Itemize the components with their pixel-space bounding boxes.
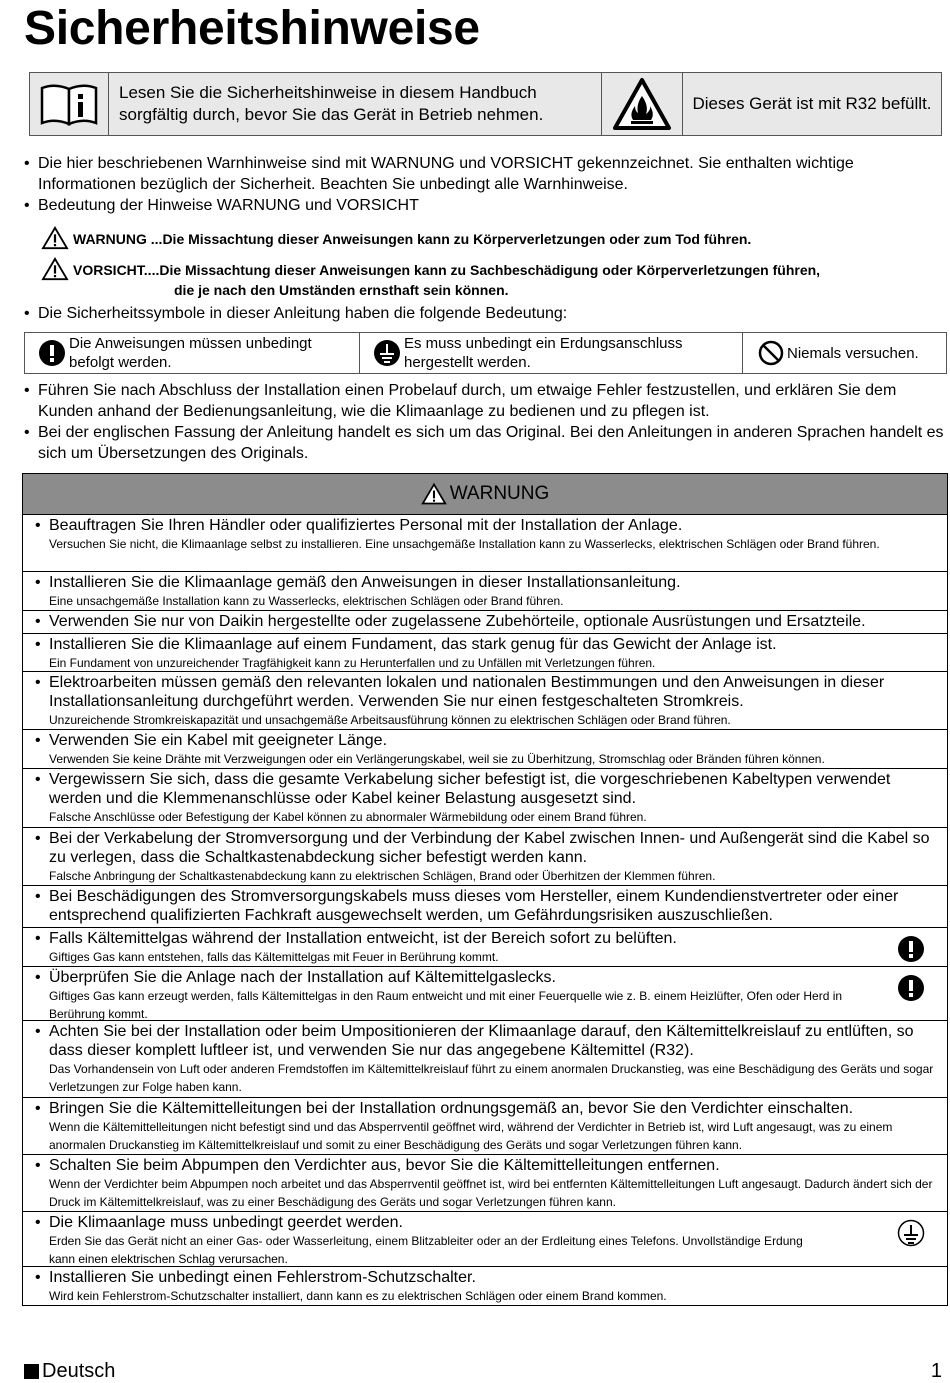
warning-item-title: • Installieren Sie die Klimaanlage gemäß den Anweisungen in dieser Installationsanleitung. xyxy=(35,573,937,592)
warning-item-title: • Verwenden Sie ein Kabel mit geeigneter Länge. xyxy=(35,731,937,750)
warning-item xyxy=(23,769,947,828)
warning-item xyxy=(23,828,947,886)
warning-item-title: • Achten Sie bei der Installation oder beim Umpositionieren der Klimaanlage darauf, den Kältemittelkreislauf zu entlüften, so dass dieser komplett luftleer ist, und verwenden Sie nur das angegebene Kältemittel (R32). xyxy=(35,1022,937,1060)
warning-item xyxy=(23,928,947,967)
warning-item-title: • Installieren Sie unbedingt einen Fehlerstrom-Schutzschalter. xyxy=(35,1268,937,1287)
warning-item-detail: Versuchen Sie nicht, die Klimaanlage selbst zu installieren. Eine unsachgemäße Installation kann zu Wasserlecks, elektrischen Schlägen oder Brand führen. xyxy=(49,537,880,551)
warning-item xyxy=(23,886,947,928)
warning-item-title: • Installieren Sie die Klimaanlage auf einem Fundament, das stark genug für das Gewicht der Anlage ist. xyxy=(35,635,937,654)
warning-item-title: • Schalten Sie beim Abpumpen den Verdichter aus, bevor Sie die Kältemittelleitungen entfernen. xyxy=(35,1156,937,1175)
warning-item-detail: Giftiges Gas kann erzeugt werden, falls Kältemittelgas in den Raum entweicht und mit einer Feuerquelle wie z. B. einem Heizlüfter, Ofen oder Herd in Berührung kommt. xyxy=(49,989,843,1021)
warning-item-detail: Wird kein Fehlerstrom-Schutzschalter installiert, dann kann es zu elektrischen Schlägen oder einem Brand kommen. xyxy=(49,1289,667,1303)
symbols-intro xyxy=(24,303,944,324)
warning-item-title: • Bei Beschädigungen des Stromversorgungskabels muss dieses vom Hersteller, einem Kundendienstvertreter oder einer entsprechend qualifizierten Fachkraft ausgewechselt werden, um Gefährdungsrisiken auszuschließen. xyxy=(35,887,937,925)
intro-item: • Bedeutung der Hinweise WARNUNG und VORSICHT xyxy=(24,195,944,216)
warning-item xyxy=(23,1021,947,1098)
symbol-ground-cell xyxy=(360,333,743,373)
warning-item-detail: Falsche Anschlüsse oder Befestigung der Kabel können zu abnormaler Wärmebildung oder einem Brand führen. xyxy=(49,810,647,824)
warning-triangle-icon xyxy=(421,482,447,506)
read-instructions-text: Lesen Sie die Sicherheitshinweise in diesem Handbuch sorgfältig durch, bevor Sie das Gerät in Betrieb nehmen. xyxy=(109,73,602,135)
warning-item xyxy=(23,672,947,730)
symbol-mandatory-cell xyxy=(25,333,360,373)
intro-list xyxy=(24,153,944,216)
footer-language-text: Deutsch xyxy=(42,1360,116,1382)
warning-item-detail: Eine unsachgemäße Installation kann zu Wasserlecks, elektrischen Schlägen oder Brand führen. xyxy=(49,594,564,608)
r32-refrigerant-text: Dieses Gerät ist mit R32 befüllt. xyxy=(692,94,932,113)
symbol-ground-text: Es muss unbedingt ein Erdungsanschluss hergestellt werden. xyxy=(404,335,683,371)
warning-item xyxy=(23,1098,947,1155)
warning-box-header xyxy=(23,474,947,515)
warning-item xyxy=(23,1267,947,1305)
warning-item-title: • Bei der Verkabelung der Stromversorgung und der Verbindung der Kabel zwischen Innen- und Außengerät sind die Kabel so zu verlegen, dass die Schaltkastenabdeckung sicher befestigt werden kann. xyxy=(35,829,937,867)
warning-item-detail: Wenn die Kältemittelleitungen nicht befestigt sind und das Absperrventil geöffnet wird, während der Verdichter in Betrieb ist, wird Luft angesaugt, was zu einem anormalen Druckanstieg im Kältemittelkreislauf und somit zu einer Beschädigung des Geräts und sogar Verletzungen führen kann. xyxy=(49,1120,893,1152)
after-list xyxy=(24,380,944,464)
warning-item-title: • Verwenden Sie nur von Daikin hergestellte oder zugelassene Zubehörteile, optionale Ausrüstungen und Ersatzteile. xyxy=(35,612,937,631)
symbol-meaning-table xyxy=(24,332,947,374)
warning-item-title: • Vergewissern Sie sich, dass die gesamte Verkabelung sicher befestigt ist, die vorgeschriebenen Kabeltypen verwendet werden und die Klemmenanschlüsse oder Kabel keiner Belastung ausgesetzt sind. xyxy=(35,770,937,808)
warning-item xyxy=(23,730,947,769)
warning-item xyxy=(23,1212,947,1267)
flammable-warning-icon xyxy=(602,73,683,135)
warning-item-title: • Die Klimaanlage muss unbedingt geerdet werden. xyxy=(35,1213,937,1232)
vorsicht-definition-text-cont: die je nach den Umständen ernsthaft sein können. xyxy=(174,282,509,298)
warning-box xyxy=(22,473,948,1306)
footer-language xyxy=(24,1360,115,1383)
warning-item-detail: Unzureichende Stromkreiskapazität und unsachgemäße Arbeitsausführung können zu elektrischen Schlägen oder Brand führen. xyxy=(49,713,731,727)
symbol-never-cell xyxy=(743,333,946,373)
mandatory-exclamation-icon xyxy=(38,339,66,367)
after-item: • Bei der englischen Fassung der Anleitung handelt es sich um das Original. Bei den Anleitungen in anderen Sprachen handelt es sich um Übersetzungen des Originals. xyxy=(24,422,944,464)
symbol-never-text: Niemals versuchen. xyxy=(787,344,919,362)
symbol-mandatory-text: Die Anweisungen müssen unbedingt befolgt werden. xyxy=(69,335,312,371)
manual-info-icon xyxy=(30,73,109,135)
ground-icon xyxy=(897,1219,925,1247)
warning-item xyxy=(23,572,947,611)
warning-item-title: • Bringen Sie die Kältemittelleitungen bei der Installation ordnungsgemäß an, bevor Sie den Verdichter einschalten. xyxy=(35,1099,937,1118)
mandatory-exclamation-icon xyxy=(897,935,925,963)
warning-item-detail: Verwenden Sie keine Drähte mit Verzweigungen oder ein Verlängerungskabel, weil sie zu Überhitzung, Stromschlag oder Bränden führen können. xyxy=(49,752,825,766)
warning-item-title: • Beauftragen Sie Ihren Händler oder qualifiziertes Personal mit der Installation der Anlage. xyxy=(35,516,937,535)
warning-item-detail: Falsche Anbringung der Schaltkastenabdeckung kann zu elektrischen Schlägen, Brand oder Überhitzen der Klemmen führen. xyxy=(49,869,716,883)
warning-item-title: • Elektroarbeiten müssen gemäß den relevanten lokalen und nationalen Bestimmungen und den Anweisungen in dieser Installationsanleitung durchgeführt werden. Verwenden Sie nur einen festgeschalteten Stromkreis. xyxy=(35,673,937,711)
warning-item-detail: Erden Sie das Gerät nicht an einer Gas- oder Wasserleitung, einem Blitzableiter oder an der Erdleitung eines Telefons. Unvollständige Erdung kann einen elektrischen Schlag verursachen. xyxy=(49,1234,803,1266)
warning-item xyxy=(23,1155,947,1212)
warning-triangle-icon xyxy=(40,226,70,250)
warning-item-detail: Ein Fundament von unzureichender Tragfähigkeit kann zu Herunterfallen und zu Unfällen mit Verletzungen führen. xyxy=(49,656,656,670)
info-box xyxy=(29,72,942,136)
warning-item-title: • Falls Kältemittelgas während der Installation entweicht, ist der Bereich sofort zu belüften. xyxy=(35,929,937,948)
page-title: Sicherheitshinweise xyxy=(24,2,480,55)
warning-box-heading: WARNUNG xyxy=(449,483,550,504)
warning-item-title: • Überprüfen Sie die Anlage nach der Installation auf Kältemittelgaslecks. xyxy=(35,968,937,987)
warnung-definition xyxy=(40,229,933,250)
warning-triangle-icon xyxy=(40,257,70,281)
warning-item xyxy=(23,611,947,634)
ground-icon xyxy=(373,339,401,367)
warning-item xyxy=(23,515,947,572)
intro-item: • Die hier beschriebenen Warnhinweise sind mit WARNUNG und VORSICHT gekennzeichnet. Sie enthalten wichtige Informationen bezüglich der Sicherheit. Beachten Sie unbedingt alle Warnhinweise. xyxy=(24,153,944,195)
after-item: • Führen Sie nach Abschluss der Installation einen Probelauf durch, um etwaige Fehler festzustellen, und erklären Sie dem Kunden anhand der Bedienungsanleitung, wie die Klimaanlage zu bedienen und zu pflegen ist. xyxy=(24,380,944,422)
page-number: 1 xyxy=(930,1360,942,1382)
warnung-definition-text: WARNUNG ...Die Missachtung dieser Anweisungen kann zu Körperverletzungen oder zum Tod führen. xyxy=(73,231,752,247)
warning-item xyxy=(23,634,947,672)
square-bullet-icon xyxy=(24,1364,39,1379)
warning-item-detail: Das Vorhandensein von Luft oder anderen Fremdstoffen im Kältemittelkreislauf führt zu einem anormalen Druckanstieg, was eine Beschädigung des Geräts und sogar Verletzungen zur Folge haben kann. xyxy=(49,1062,934,1094)
warning-item xyxy=(23,967,947,1021)
prohibited-icon xyxy=(758,340,784,366)
vorsicht-definition-text: VORSICHT....Die Missachtung dieser Anweisungen kann zu Sachbeschädigung oder Körperverletzungen führen, xyxy=(73,262,821,278)
symbols-intro-text: • Die Sicherheitssymbole in dieser Anleitung haben die folgende Bedeutung: xyxy=(24,303,944,324)
warning-item-detail: Giftiges Gas kann entstehen, falls das Kältemittelgas mit Feuer in Berührung kommt. xyxy=(49,950,499,964)
mandatory-exclamation-icon xyxy=(897,974,925,1002)
vorsicht-definition xyxy=(40,260,933,300)
warning-item-detail: Wenn der Verdichter beim Abpumpen noch arbeitet und das Absperrventil geöffnet ist, wird bei entfernten Kältemittelleitungen Luft angesaugt. Dadurch ändert sich der Druck im Kältemittelkreislauf, was zu einer Beschädigung des Geräts und sogar Verletzungen führen kann. xyxy=(49,1177,933,1209)
